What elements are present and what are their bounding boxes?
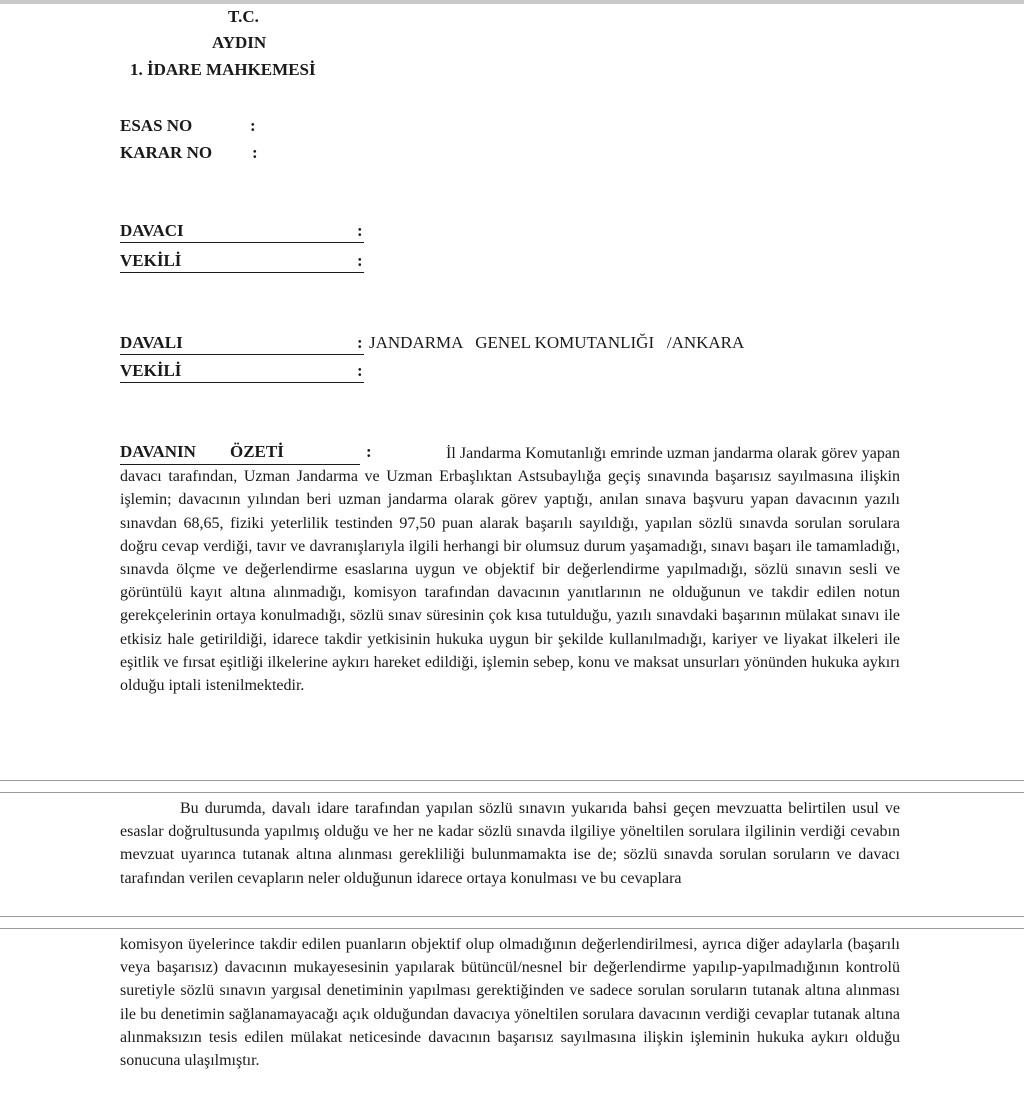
court-name: 1. İDARE MAHKEMESİ: [130, 60, 316, 79]
esas-no-label: ESAS NO: [120, 116, 193, 135]
davaci-underline: [120, 242, 364, 243]
davaci-vekili-colon: :: [357, 251, 363, 270]
header-tc: T.C.: [228, 7, 259, 26]
paragraph-2: Bu durumda, davalı idare tarafından yapılan sözlü sınavın yukarıda bahsi geçen mevzuatta belirtilen usul ve esaslar doğrultusunda yapılmış olduğu ve her ne kadar sözlü sınavda ilgiliye yöneltilen sorulara ilgilinin verdiği cevabın mevzuat uyarınca tutanak altına alınması gerekliliği bulunmamakta ise de; sözlü sınavda sorulan soruların ve davacı tarafından verilen cevapların neler olduğunun idarece ortaya konulması ve bu cevaplara: [120, 800, 900, 887]
page-break-line: [0, 928, 1024, 929]
davaci-vekili-underline: [120, 272, 364, 273]
davali-vekili-colon: :: [357, 361, 363, 380]
davali-vekili-underline: [120, 382, 364, 383]
davali-label: DAVALI: [120, 333, 183, 352]
karar-no-colon: :: [252, 143, 258, 162]
esas-no-colon: :: [250, 116, 256, 135]
davali-colon: :: [357, 333, 363, 352]
page-top-border: [0, 0, 1024, 4]
davali-vekili-label: VEKİLİ: [120, 361, 182, 380]
paragraph-3: komisyon üyelerince takdir edilen puanların objektif olup olmadığının değerlendirilmesi, ayrıca diğer adaylarla (başarılı veya başarısız) davacının mukayesesinin yapılarak bütüncül/nesnel bir değerlendirme yapılıp-yapılmadığının kontrolü suretiyle sözlü sınavın yargısal denetiminin yapılması gerektiğinden ve sadece sorulan soruların tutanak altına alınması ile bu denetimin sağlanamayacağı açık olduğundan davacıya yöneltilen sorulara davacının verdiği cevaplar tutanak altına alınmaksızın tesis edilen mülakat neticesinde davacının başarısız sayılmasına ilişkin işleminin hukuka aykırı olduğu sonucuna ulaşılmıştır.: [120, 936, 900, 1070]
davaci-colon: :: [357, 221, 363, 240]
summary-text: İl Jandarma Komutanlığı emrinde uzman jandarma olarak görev yapan davacı tarafından, Uzman Jandarma ve Uzman Erbaşlıktan Astsubaylığa geçiş sınavında başarısız sayılmasına ilişkin işlemin; davacının yılından beri uzman jandarma olarak görev yaptığı, anılan sınava başvuru yapan davacının yazılı sınavdan 68,65, fiziki yeterlilik testinden 97,50 puan alarak başarılı sayıldığı, yapılan sözlü sınavda sorulan sorulara doğru cevap verdiği, tavır ve davranışlarıyla ilgili herhangi bir olumsuz durum yaşamadığı, sınavı başarı ile tamamladığı, sınavda ölçme ve değerlendirme esaslarına uygun ve objektif bir değerlendirme yapılmadığı, sözlü sınavın sesli ve görüntülü kayıt altına alınmadığı, komisyon tarafından davacının yanıtlarının ne olduğunun ve takdir edilen notun gerekçelerinin ortaya konulmadığı, sözlü sınav süresinin çok kısa tutulduğu, yazılı sınavdaki başarının mülakat sınavı ile etkisiz hale getirildiği, idarece takdir yetkisinin hukuka uygun bir şekilde kullanılmadığı, kariyer ve liyakat ilkeleri ile eşitlik ve fırsat eşitliği ilkelerine aykırı hareket edildiği, işlemin sebep, konu ve maksat unsurları yönünden hukuka aykırı olduğu iptali istenilmektedir.: [120, 445, 900, 695]
summary-label-2: ÖZETİ: [230, 442, 284, 461]
header-city: AYDIN: [212, 33, 267, 52]
page-break-line: [0, 916, 1024, 917]
davali-underline: [120, 354, 364, 355]
page-break-line: [0, 792, 1024, 793]
summary-colon: :: [366, 442, 372, 461]
karar-no-label: KARAR NO: [120, 143, 213, 162]
page-break-line: [0, 780, 1024, 781]
davaci-vekili-label: VEKİLİ: [120, 251, 182, 270]
davaci-label: DAVACI: [120, 221, 184, 240]
davali-value: JANDARMA GENEL KOMUTANLIĞI /ANKARA: [369, 333, 745, 352]
summary-label-1: DAVANIN: [120, 442, 196, 461]
